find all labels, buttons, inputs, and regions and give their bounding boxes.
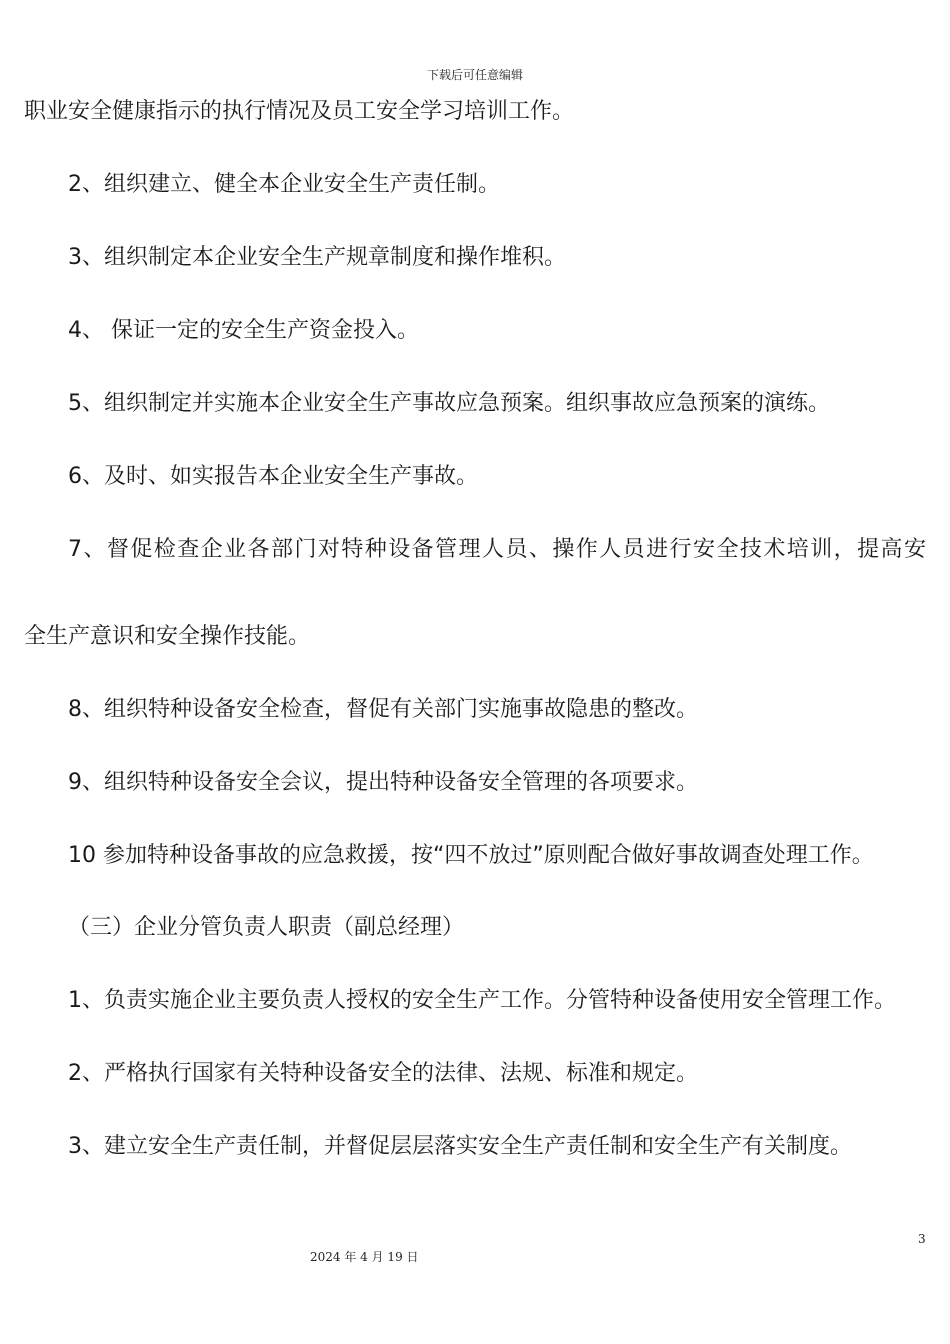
section-item-1: 1、负责实施企业主要负责人授权的安全生产工作。分管特种设备使用安全管理工作。 <box>68 988 896 1013</box>
list-item-3: 3、组织制定本企业安全生产规章制度和操作堆积。 <box>68 245 566 270</box>
list-item-6: 6、及时、如实报告本企业安全生产事故。 <box>68 464 478 489</box>
list-item-9: 9、组织特种设备安全会议，提出特种设备安全管理的各项要求。 <box>68 770 698 795</box>
section-heading: （三）企业分管负责人职责（副总经理） <box>68 915 465 940</box>
section-item-3: 3、建立安全生产责任制，并督促层层落实安全生产责任制和安全生产有关制度。 <box>68 1134 852 1159</box>
footer-date: 2024 年 4 月 19 日 <box>310 1250 419 1264</box>
body-line-1: 职业安全健康指示的执行情况及员工安全学习培训工作。 <box>24 99 575 124</box>
list-item-2: 2、组织建立、健全本企业安全生产责任制。 <box>68 172 500 197</box>
list-item-8: 8、组织特种设备安全检查，督促有关部门实施事故隐患的整改。 <box>68 697 698 722</box>
list-item-7-line-1: 7、督促检查企业各部门对特种设备管理人员、操作人员进行安全技术培训，提高安 <box>68 537 926 562</box>
section-item-2: 2、严格执行国家有关特种设备安全的法律、法规、标准和规定。 <box>68 1061 698 1086</box>
page-number: 3 <box>918 1232 926 1246</box>
list-item-10: 10 参加特种设备事故的应急救援，按“四不放过”原则配合做好事故调查处理工作。 <box>68 843 874 868</box>
page-header: 下载后可任意编辑 <box>426 68 523 82</box>
list-item-4: 4、 保证一定的安全生产资金投入。 <box>68 318 419 343</box>
list-item-7-line-2: 全生产意识和安全操作技能。 <box>24 624 311 649</box>
list-item-5: 5、组织制定并实施本企业安全生产事故应急预案。组织事故应急预案的演练。 <box>68 391 830 416</box>
